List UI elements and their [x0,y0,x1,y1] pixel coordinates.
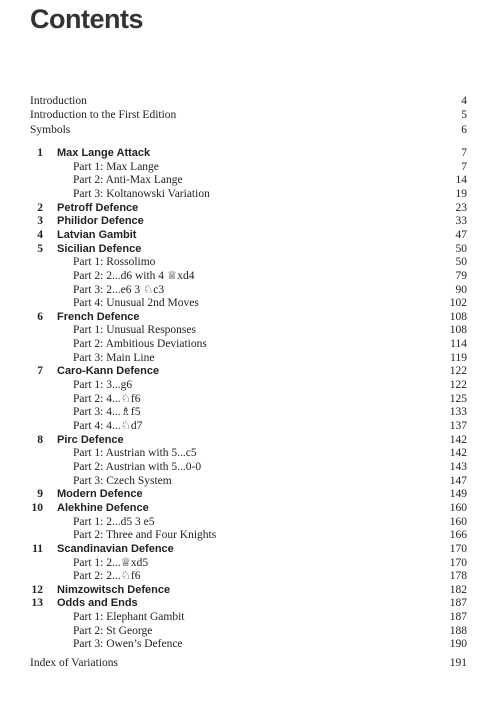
toc-entry-label: Part 3: Main Line [73,351,155,364]
toc-entry-label: Alekhine Defence [57,501,149,514]
page-title: Contents [30,4,143,34]
toc-entry-label: Modern Defence [57,488,143,501]
page-number: 7 [461,160,467,173]
toc-entry-label: Part 3: Koltanowski Variation [73,187,210,200]
toc-entry-label: Latvian Gambit [57,228,137,241]
toc-entry-label: Part 3: 4...♗f5 [73,406,141,419]
chapter-number: 4 [37,228,43,241]
toc-entry-label: Part 1: Max Lange [73,160,159,173]
chapter-number: 10 [31,501,43,514]
page-number: 160 [449,501,467,514]
toc-entry-label: Philidor Defence [57,215,144,228]
page-number: 47 [455,228,467,241]
page-number: 33 [455,215,467,228]
page-number: 143 [449,460,467,473]
toc-entry-label: Part 1: Austrian with 5...c5 [73,447,197,460]
page-number: 142 [449,433,467,446]
chapter-number: 8 [37,433,43,446]
toc-entry-label: Odds and Ends [57,597,138,610]
toc-part-row [0,637,500,652]
chapter-number: 9 [37,488,43,501]
chapter-number: 7 [37,365,43,378]
chapter-number: 11 [32,542,43,555]
chapter-number: 1 [37,147,43,159]
toc-entry-label: Part 3: 2...e6 3 ♘c3 [73,283,165,296]
toc-entry-label: Sicilian Defence [57,242,142,255]
page-number: 102 [449,297,467,310]
toc-entry-label: Part 1: 3...g6 [73,379,133,392]
page-number: 90 [455,283,467,296]
toc-entry-label: Symbols [30,123,71,136]
toc-entry-label: Introduction to the First Edition [30,109,177,122]
page-number: 50 [455,256,467,269]
toc-entry-label: Part 2: Ambitious Deviations [73,338,207,351]
page-number: 122 [449,365,467,378]
page-number: 108 [449,310,467,323]
chapter-number: 5 [37,242,43,255]
toc-entry-label: Pirc Defence [57,433,124,446]
page-number: 122 [449,379,467,392]
page-number: 188 [449,624,467,637]
toc-entry-label: Part 3: Owen’s Defence [73,638,183,651]
page-number: 166 [449,529,467,542]
toc-entry-label: Index of Variations [30,657,118,669]
toc-entry-row [0,123,500,138]
page-number: 19 [455,187,467,200]
toc-entry-row [0,108,500,123]
toc-entry-label: French Defence [57,310,140,323]
toc-entry-label: Part 1: Rossolimo [73,256,156,269]
page-number: 160 [449,515,467,528]
chapter-number: 12 [31,583,43,596]
toc-entry-label: Part 4: Unusual 2nd Moves [73,297,199,310]
page-number: 182 [449,583,467,596]
page-number: 114 [450,338,467,351]
page-number: 149 [449,488,467,501]
page-number: 50 [455,242,467,255]
page-number: 4 [461,95,467,107]
page-number: 108 [449,324,467,337]
page-number: 23 [455,201,467,214]
toc-entry-label: Caro-Kann Defence [57,365,160,378]
toc-entry-row [0,94,500,109]
toc-entry-label: Part 1: 2...♕xd5 [73,556,149,569]
toc-entry-label: Max Lange Attack [57,147,151,159]
chapter-number: 13 [31,597,43,610]
toc-entry-label: Part 2: Three and Four Knights [73,529,217,542]
toc-entry-label: Part 2: St George [73,624,153,637]
page-number: 170 [449,556,467,569]
page-number: 14 [455,174,467,187]
toc-entry-label: Part 4: 4...♘d7 [73,420,143,432]
toc-entry-label: Part 1: 2...d5 3 e5 [73,515,155,528]
toc-entry-label: Part 1: Elephant Gambit [73,611,185,624]
page-number: 142 [449,447,467,460]
page-number: 191 [449,657,467,669]
toc-entry-label: Part 2: 4...♘f6 [73,392,141,405]
toc-entry-label: Scandinavian Defence [57,542,174,555]
page-number: 147 [449,474,467,487]
toc-entry-label: Part 1: Unusual Responses [73,324,196,337]
page-number: 7 [461,147,467,159]
page-number: 6 [461,123,467,136]
page-number: 5 [461,109,467,122]
page-number: 79 [455,269,467,282]
toc-entry-label: Part 2: 2...♘f6 [73,570,141,583]
page-number: 170 [449,542,467,555]
toc-entry-label: Part 2: Anti-Max Lange [73,174,183,187]
chapter-number: 3 [37,215,43,228]
toc-entry-label: Nimzowitsch Defence [57,583,171,596]
toc-entry-label: Part 2: Austrian with 5...0-0 [73,460,202,473]
page-number: 125 [449,392,467,405]
page-number: 178 [449,570,467,583]
toc-entry-row [0,656,500,671]
toc-entry-label: Introduction [30,95,87,107]
toc-entry-label: Part 3: Czech System [73,474,172,487]
page-number: 133 [449,406,467,419]
page-number: 190 [449,638,467,651]
page-number: 119 [450,351,467,364]
chapter-number: 2 [37,201,43,214]
toc-entry-label: Petroff Defence [57,201,139,214]
page-number: 187 [449,611,467,624]
page-number: 137 [449,420,467,432]
page-number: 187 [449,597,467,610]
toc-entry-label: Part 2: 2...d6 with 4 ♕xd4 [73,269,195,282]
chapter-number: 6 [37,310,43,323]
